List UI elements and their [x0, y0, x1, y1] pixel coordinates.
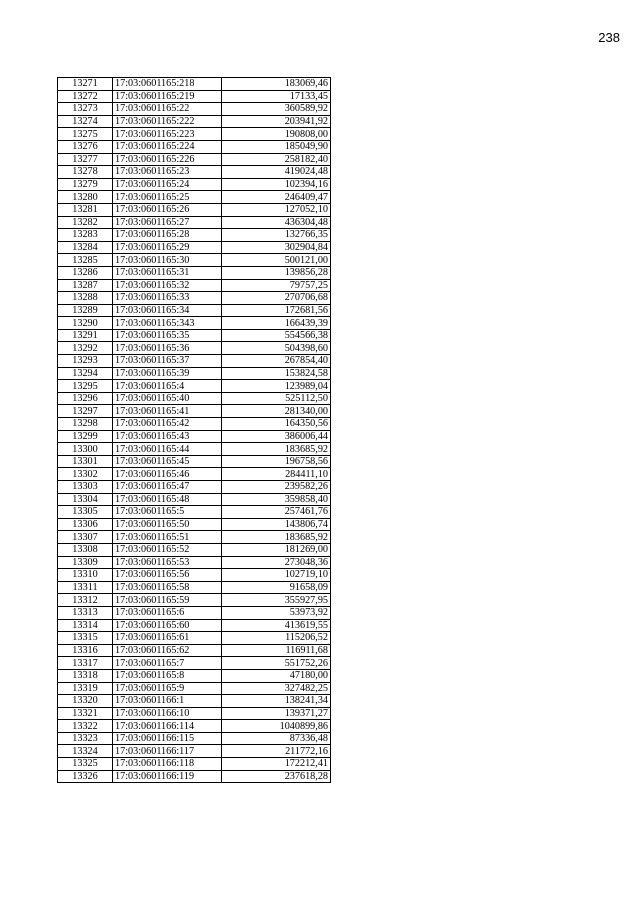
row-number-cell: 13283: [58, 229, 113, 242]
cadastral-value-cell: 53973,92: [222, 606, 331, 619]
row-number-cell: 13307: [58, 531, 113, 544]
row-number-cell: 13306: [58, 518, 113, 531]
cadastral-number-cell: 17:03:0601165:33: [113, 292, 222, 305]
table-row: [58, 203, 331, 216]
table-row: [58, 266, 331, 279]
cadastral-number-cell: 17:03:0601165:6: [113, 606, 222, 619]
cadastral-number-cell: 17:03:0601165:40: [113, 392, 222, 405]
row-number-cell: 13302: [58, 468, 113, 481]
row-number-cell: 13272: [58, 90, 113, 103]
cadastral-value-cell: 554566,38: [222, 329, 331, 342]
cadastral-number-cell: 17:03:0601165:45: [113, 455, 222, 468]
row-number-cell: 13304: [58, 493, 113, 506]
table-row: [58, 292, 331, 305]
row-number-cell: 13305: [58, 506, 113, 519]
table-row: [58, 128, 331, 141]
table-row: [58, 342, 331, 355]
table-row: [58, 115, 331, 128]
row-number-cell: 13281: [58, 203, 113, 216]
table-row: [58, 669, 331, 682]
table-row: [58, 518, 331, 531]
cadastral-number-cell: 17:03:0601165:43: [113, 430, 222, 443]
cadastral-value-cell: 551752,26: [222, 657, 331, 670]
row-number-cell: 13280: [58, 191, 113, 204]
cadastral-number-cell: 17:03:0601165:31: [113, 266, 222, 279]
cadastral-value-cell: 386006,44: [222, 430, 331, 443]
row-number-cell: 13298: [58, 418, 113, 431]
cadastral-number-cell: 17:03:0601165:26: [113, 203, 222, 216]
row-number-cell: 13278: [58, 166, 113, 179]
table-row: [58, 707, 331, 720]
cadastral-value-cell: 127052,10: [222, 203, 331, 216]
cadastral-number-cell: 17:03:0601165:50: [113, 518, 222, 531]
row-number-cell: 13315: [58, 632, 113, 645]
row-number-cell: 13273: [58, 103, 113, 116]
cadastral-number-cell: 17:03:0601165:37: [113, 355, 222, 368]
table-row: [58, 405, 331, 418]
row-number-cell: 13295: [58, 380, 113, 393]
row-number-cell: 13308: [58, 543, 113, 556]
cadastral-number-cell: 17:03:0601166:119: [113, 770, 222, 783]
cadastral-value-cell: 359858,40: [222, 493, 331, 506]
cadastral-value-cell: 17133,45: [222, 90, 331, 103]
cadastral-value-cell: 196758,56: [222, 455, 331, 468]
cadastral-value-cell: 273048,36: [222, 556, 331, 569]
cadastral-value-cell: 257461,76: [222, 506, 331, 519]
table-row: [58, 632, 331, 645]
cadastral-number-cell: 17:03:0601165:5: [113, 506, 222, 519]
cadastral-number-cell: 17:03:0601165:46: [113, 468, 222, 481]
cadastral-value-cell: 115206,52: [222, 632, 331, 645]
cadastral-value-cell: 87336,48: [222, 732, 331, 745]
cadastral-number-cell: 17:03:0601165:25: [113, 191, 222, 204]
row-number-cell: 13294: [58, 367, 113, 380]
cadastral-value-cell: 246409,47: [222, 191, 331, 204]
row-number-cell: 13288: [58, 292, 113, 305]
cadastral-number-cell: 17:03:0601165:61: [113, 632, 222, 645]
row-number-cell: 13314: [58, 619, 113, 632]
row-number-cell: 13311: [58, 581, 113, 594]
cadastral-number-cell: 17:03:0601165:27: [113, 216, 222, 229]
cadastral-number-cell: 17:03:0601165:226: [113, 153, 222, 166]
cadastral-number-cell: 17:03:0601165:47: [113, 481, 222, 494]
table-row: [58, 304, 331, 317]
table-row: [58, 481, 331, 494]
cadastral-value-cell: 139371,27: [222, 707, 331, 720]
table-row: [58, 140, 331, 153]
cadastral-value-cell: 102394,16: [222, 178, 331, 191]
cadastral-value-cell: 419024,48: [222, 166, 331, 179]
cadastral-number-cell: 17:03:0601165:48: [113, 493, 222, 506]
row-number-cell: 13319: [58, 682, 113, 695]
row-number-cell: 13323: [58, 732, 113, 745]
table-row: [58, 229, 331, 242]
row-number-cell: 13322: [58, 720, 113, 733]
row-number-cell: 13271: [58, 78, 113, 91]
cadastral-number-cell: 17:03:0601165:30: [113, 254, 222, 267]
cadastral-number-cell: 17:03:0601165:223: [113, 128, 222, 141]
cadastral-value-cell: 258182,40: [222, 153, 331, 166]
cadastral-number-cell: 17:03:0601165:8: [113, 669, 222, 682]
table-row: [58, 606, 331, 619]
cadastral-number-cell: 17:03:0601165:35: [113, 329, 222, 342]
row-number-cell: 13301: [58, 455, 113, 468]
table-row: [58, 90, 331, 103]
table-row: [58, 619, 331, 632]
row-number-cell: 13293: [58, 355, 113, 368]
row-number-cell: 13299: [58, 430, 113, 443]
table-row: [58, 418, 331, 431]
table-row: [58, 732, 331, 745]
table-row: [58, 355, 331, 368]
table-row: [58, 153, 331, 166]
cadastral-value-cell: 153824,58: [222, 367, 331, 380]
cadastral-value-cell: 525112,50: [222, 392, 331, 405]
cadastral-number-cell: 17:03:0601165:224: [113, 140, 222, 153]
cadastral-value-cell: 138241,34: [222, 695, 331, 708]
table-row: [58, 657, 331, 670]
table-row: [58, 493, 331, 506]
cadastral-value-cell: 239582,26: [222, 481, 331, 494]
cadastral-value-cell: 190808,00: [222, 128, 331, 141]
cadastral-number-cell: 17:03:0601165:343: [113, 317, 222, 330]
page-number: 238: [598, 30, 620, 45]
cadastral-value-cell: 143806,74: [222, 518, 331, 531]
table-row: [58, 506, 331, 519]
table-row: [58, 78, 331, 91]
row-number-cell: 13321: [58, 707, 113, 720]
cadastral-number-cell: 17:03:0601165:44: [113, 443, 222, 456]
table-row: [58, 166, 331, 179]
row-number-cell: 13275: [58, 128, 113, 141]
row-number-cell: 13287: [58, 279, 113, 292]
cadastral-value-cell: 164350,56: [222, 418, 331, 431]
cadastral-number-cell: 17:03:0601165:51: [113, 531, 222, 544]
row-number-cell: 13282: [58, 216, 113, 229]
cadastral-number-cell: 17:03:0601165:53: [113, 556, 222, 569]
row-number-cell: 13290: [58, 317, 113, 330]
cadastral-number-cell: 17:03:0601166:115: [113, 732, 222, 745]
row-number-cell: 13317: [58, 657, 113, 670]
cadastral-value-cell: 183685,92: [222, 531, 331, 544]
cadastral-number-cell: 17:03:0601165:23: [113, 166, 222, 179]
table-row: [58, 317, 331, 330]
table-row: [58, 695, 331, 708]
cadastral-value-cell: 504398,60: [222, 342, 331, 355]
cadastral-number-cell: 17:03:0601166:114: [113, 720, 222, 733]
table-row: [58, 569, 331, 582]
row-number-cell: 13279: [58, 178, 113, 191]
row-number-cell: 13320: [58, 695, 113, 708]
cadastral-number-cell: 17:03:0601166:117: [113, 745, 222, 758]
cadastral-number-cell: 17:03:0601165:219: [113, 90, 222, 103]
cadastral-value-cell: 132766,35: [222, 229, 331, 242]
cadastral-number-cell: 17:03:0601165:29: [113, 241, 222, 254]
table-row: [58, 468, 331, 481]
row-number-cell: 13289: [58, 304, 113, 317]
table-row: [58, 443, 331, 456]
table-row: [58, 191, 331, 204]
cadastral-value-cell: 139856,28: [222, 266, 331, 279]
row-number-cell: 13316: [58, 644, 113, 657]
cadastral-value-cell: 355927,95: [222, 594, 331, 607]
cadastral-value-cell: 102719,10: [222, 569, 331, 582]
row-number-cell: 13300: [58, 443, 113, 456]
cadastral-number-cell: 17:03:0601165:28: [113, 229, 222, 242]
cadastral-value-cell: 211772,16: [222, 745, 331, 758]
cadastral-number-cell: 17:03:0601166:118: [113, 758, 222, 771]
cadastral-number-cell: 17:03:0601165:62: [113, 644, 222, 657]
table-row: [58, 279, 331, 292]
table-row: [58, 682, 331, 695]
row-number-cell: 13291: [58, 329, 113, 342]
table-row: [58, 392, 331, 405]
cadastral-number-cell: 17:03:0601165:22: [113, 103, 222, 116]
table-row: [58, 758, 331, 771]
row-number-cell: 13276: [58, 140, 113, 153]
cadastral-value-cell: 327482,25: [222, 682, 331, 695]
row-number-cell: 13285: [58, 254, 113, 267]
table-row: [58, 241, 331, 254]
cadastral-value-cell: 237618,28: [222, 770, 331, 783]
cadastral-value-cell: 185049,90: [222, 140, 331, 153]
cadastral-number-cell: 17:03:0601165:60: [113, 619, 222, 632]
cadastral-value-cell: 413619,55: [222, 619, 331, 632]
cadastral-number-cell: 17:03:0601165:56: [113, 569, 222, 582]
cadastral-number-cell: 17:03:0601166:1: [113, 695, 222, 708]
table-row: [58, 178, 331, 191]
table-row: [58, 254, 331, 267]
cadastral-value-cell: 203941,92: [222, 115, 331, 128]
cadastral-value-cell: 166439,39: [222, 317, 331, 330]
cadastral-value-cell: 360589,92: [222, 103, 331, 116]
cadastral-number-cell: 17:03:0601165:39: [113, 367, 222, 380]
row-number-cell: 13309: [58, 556, 113, 569]
cadastral-value-cell: 500121,00: [222, 254, 331, 267]
cadastral-number-cell: 17:03:0601165:7: [113, 657, 222, 670]
row-number-cell: 13313: [58, 606, 113, 619]
table-row: [58, 531, 331, 544]
cadastral-number-cell: 17:03:0601165:42: [113, 418, 222, 431]
row-number-cell: 13292: [58, 342, 113, 355]
cadastral-value-cell: 281340,00: [222, 405, 331, 418]
table-row: [58, 103, 331, 116]
row-number-cell: 13303: [58, 481, 113, 494]
cadastral-value-cell: 181269,00: [222, 543, 331, 556]
table-row: [58, 594, 331, 607]
table-row: [58, 745, 331, 758]
cadastral-value-cell: 123989,04: [222, 380, 331, 393]
cadastral-number-cell: 17:03:0601165:59: [113, 594, 222, 607]
row-number-cell: 13318: [58, 669, 113, 682]
cadastral-value-cell: 47180,00: [222, 669, 331, 682]
table-row: [58, 770, 331, 783]
row-number-cell: 13274: [58, 115, 113, 128]
cadastral-value-cell: 436304,48: [222, 216, 331, 229]
table-row: [58, 216, 331, 229]
cadastral-number-cell: 17:03:0601165:4: [113, 380, 222, 393]
cadastral-number-cell: 17:03:0601165:32: [113, 279, 222, 292]
table-row: [58, 543, 331, 556]
cadastral-value-cell: 91658,09: [222, 581, 331, 594]
cadastral-number-cell: 17:03:0601165:36: [113, 342, 222, 355]
table-row: [58, 329, 331, 342]
cadastral-number-cell: 17:03:0601165:24: [113, 178, 222, 191]
cadastral-number-cell: 17:03:0601165:9: [113, 682, 222, 695]
row-number-cell: 13286: [58, 266, 113, 279]
row-number-cell: 13324: [58, 745, 113, 758]
cadastral-value-cell: 267854,40: [222, 355, 331, 368]
cadastral-number-cell: 17:03:0601165:222: [113, 115, 222, 128]
table-row: [58, 720, 331, 733]
table-body: [58, 78, 331, 783]
cadastral-number-cell: 17:03:0601166:10: [113, 707, 222, 720]
row-number-cell: 13277: [58, 153, 113, 166]
cadastral-value-cell: 1040899,86: [222, 720, 331, 733]
cadastral-number-cell: 17:03:0601165:58: [113, 581, 222, 594]
row-number-cell: 13284: [58, 241, 113, 254]
table-row: [58, 430, 331, 443]
row-number-cell: 13325: [58, 758, 113, 771]
row-number-cell: 13310: [58, 569, 113, 582]
cadastral-value-cell: 284411,10: [222, 468, 331, 481]
row-number-cell: 13297: [58, 405, 113, 418]
row-number-cell: 13296: [58, 392, 113, 405]
cadastral-number-cell: 17:03:0601165:34: [113, 304, 222, 317]
cadastral-value-table: [57, 77, 331, 783]
cadastral-value-cell: 302904,84: [222, 241, 331, 254]
row-number-cell: 13326: [58, 770, 113, 783]
table-row: [58, 556, 331, 569]
cadastral-number-cell: 17:03:0601165:218: [113, 78, 222, 91]
cadastral-value-cell: 172212,41: [222, 758, 331, 771]
table-row: [58, 380, 331, 393]
row-number-cell: 13312: [58, 594, 113, 607]
cadastral-value-cell: 79757,25: [222, 279, 331, 292]
cadastral-value-cell: 183069,46: [222, 78, 331, 91]
cadastral-value-cell: 270706,68: [222, 292, 331, 305]
cadastral-value-cell: 116911,68: [222, 644, 331, 657]
table-row: [58, 581, 331, 594]
cadastral-value-cell: 183685,92: [222, 443, 331, 456]
table-row: [58, 644, 331, 657]
table-row: [58, 367, 331, 380]
cadastral-number-cell: 17:03:0601165:52: [113, 543, 222, 556]
cadastral-number-cell: 17:03:0601165:41: [113, 405, 222, 418]
cadastral-value-cell: 172681,56: [222, 304, 331, 317]
table-row: [58, 455, 331, 468]
